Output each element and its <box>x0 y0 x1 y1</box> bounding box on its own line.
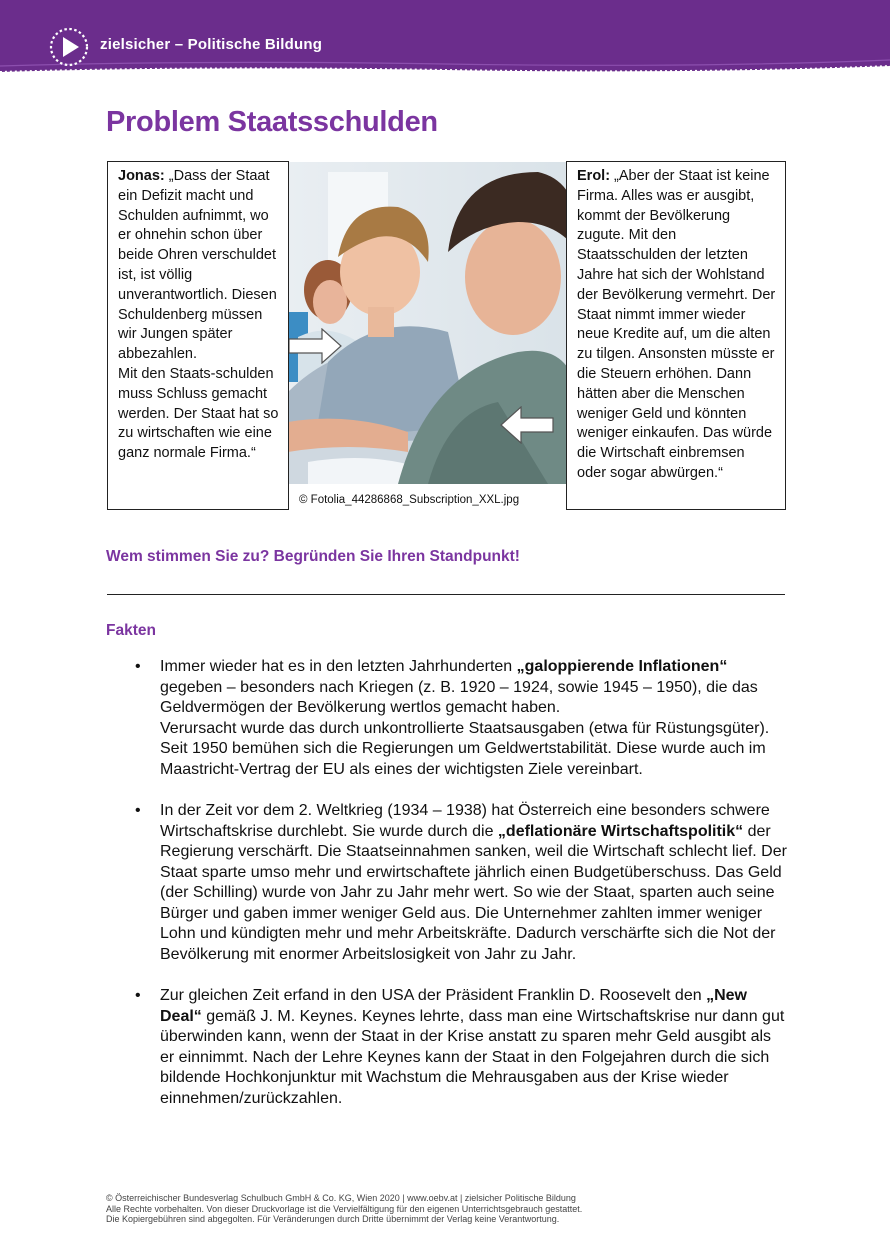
list-item: • Immer wieder hat es in den letzten Jahrhunderten „galoppierende Inflationen“ gegeben – besonders nach Kriegen (z. B. 1920 – 1924, sowie 1945 – 1950), die das Geldvermögen der Bevölkerung wertlos gemacht haben. Verursacht wurde das durch unkontrollierte Staatsausgaben (etwa für Rüstungsgüter). Seit 1950 bemühen sich die Regierungen um Geldwertstabilität. Diese wurde auch im Maastricht-Vertrag der EU als eines der wichtigsten Ziele vereinbart. <box>135 658 770 778</box>
play-icon <box>48 26 90 68</box>
brand-name: zielsicher – Politische Bildung <box>100 36 323 53</box>
bullet-icon: • <box>135 802 141 819</box>
footer-copyright: © Österreichischer Bundesverlag Schulbuch GmbH & Co. KG, Wien 2020 | www.oebv.at | zielsicher Politische Bildung Alle Rechte vorbehalten. Von dieser Druckvorlage ist die Vervielfältigung für den eigenen Unterrichtsgebrauch gestattet. Die Kopiergebühren sind abgegolten. Für Veränderungen durch Dritte übernimmt der Verlag keine Verantwortung. <box>106 1193 583 1225</box>
page-title: Problem Staatsschulden <box>106 106 438 138</box>
list-item: • Zur gleichen Zeit erfand in den USA der Präsident Franklin D. Roosevelt den „New Deal“ gemäß J. M. Keynes. Keynes lehrte, dass man eine Wirtschaftskrise nur dann gut überwinden kann, wenn der Staat in der Krise anstatt zu sparen mehr Geld ausgibt als er einnimmt. Nach der Lehre Keynes kann der Staat in den Folgejahren durch die sich bildende Hochkonjunktur mit Wachstum die Mehrausgaben aus der Krise wieder einnehmen/zurückzahlen. <box>135 987 785 1107</box>
arrow-right-icon <box>289 328 343 364</box>
key-term: „galoppierende Inflationen“ <box>516 658 728 675</box>
task-question: Wem stimmen Sie zu? Begründen Sie Ihren Standpunkt! <box>106 548 520 565</box>
quote-box-jonas <box>107 161 289 510</box>
speaker-name: Erol: <box>577 168 611 184</box>
photo-caption: © Fotolia_44286868_Subscription_XXL.jpg <box>299 494 520 506</box>
answer-line <box>107 594 785 595</box>
bullet-icon: • <box>135 987 141 1004</box>
key-term: „New Deal“ <box>160 987 747 1025</box>
speaker-name: Jonas: <box>118 168 165 184</box>
quote-text: „Dass der Staat ein Defizit macht und Schulden aufnimmt, wo er ohnehin schon über beide Ohren verschuldet ist, ist völlig unverantwortlich. Diesen Schuldenberg müssen wir Jungen später abbezahlen. Mit den Staats-schulden muss Schluss gemacht werden. Der Staat hat so zu wirtschaften wie eine ganz normale Firma.“ <box>118 168 279 462</box>
header-banner <box>0 0 890 84</box>
list-item: • In der Zeit vor dem 2. Weltkrieg (1934 – 1938) hat Österreich eine besonders schwere Wirtschaftskrise durchlebt. Sie wurde durch die „deflationäre Wirtschaftspolitik“ der Regierung verschärft. Die Staatseinnahmen sanken, weil die Wirtschaft schlecht lief. Der Staat sparte umso mehr und erwirtschaftete jährlich einen Budgetüberschuss. Das Geld (der Schilling) wurde von Jahr zu Jahr mehr wert. So wie der Staat, sparten auch seine Bürger und gaben immer weniger Geld aus. Die Unternehmer zahlten immer weniger Lohn und kündigten mehr und mehr Arbeitskräfte. Dadurch verschärfte sich die Not der Bevölkerung mit enormer Arbeitslosigkeit von Jahr zu Jahr. <box>135 802 787 963</box>
facts-heading: Fakten <box>106 622 156 639</box>
facts-list <box>135 657 788 1130</box>
quote-text: „Aber der Staat ist keine Firma. Alles was er ausgibt, kommt der Bevölkerung zugute. Mit den Staatsschulden der letzten Jahre hat sich der Wohlstand der Bevölkerung vermehrt. Der Staat nimmt immer wieder neue Kredite auf, um die alten zu tilgen. Ansonsten müsste er die Steuern erhöhen. Dann hätten aber die Menschen weniger Geld und könnten weniger einkaufen. Das würde die Wirtschaft einbremsen oder sogar abwürgen.“ <box>577 168 776 481</box>
quote-box-erol <box>566 161 786 510</box>
bullet-icon: • <box>135 658 141 675</box>
arrow-left-icon <box>500 406 554 444</box>
key-term: „deflationäre Wirtschaftspolitik“ <box>497 822 744 840</box>
